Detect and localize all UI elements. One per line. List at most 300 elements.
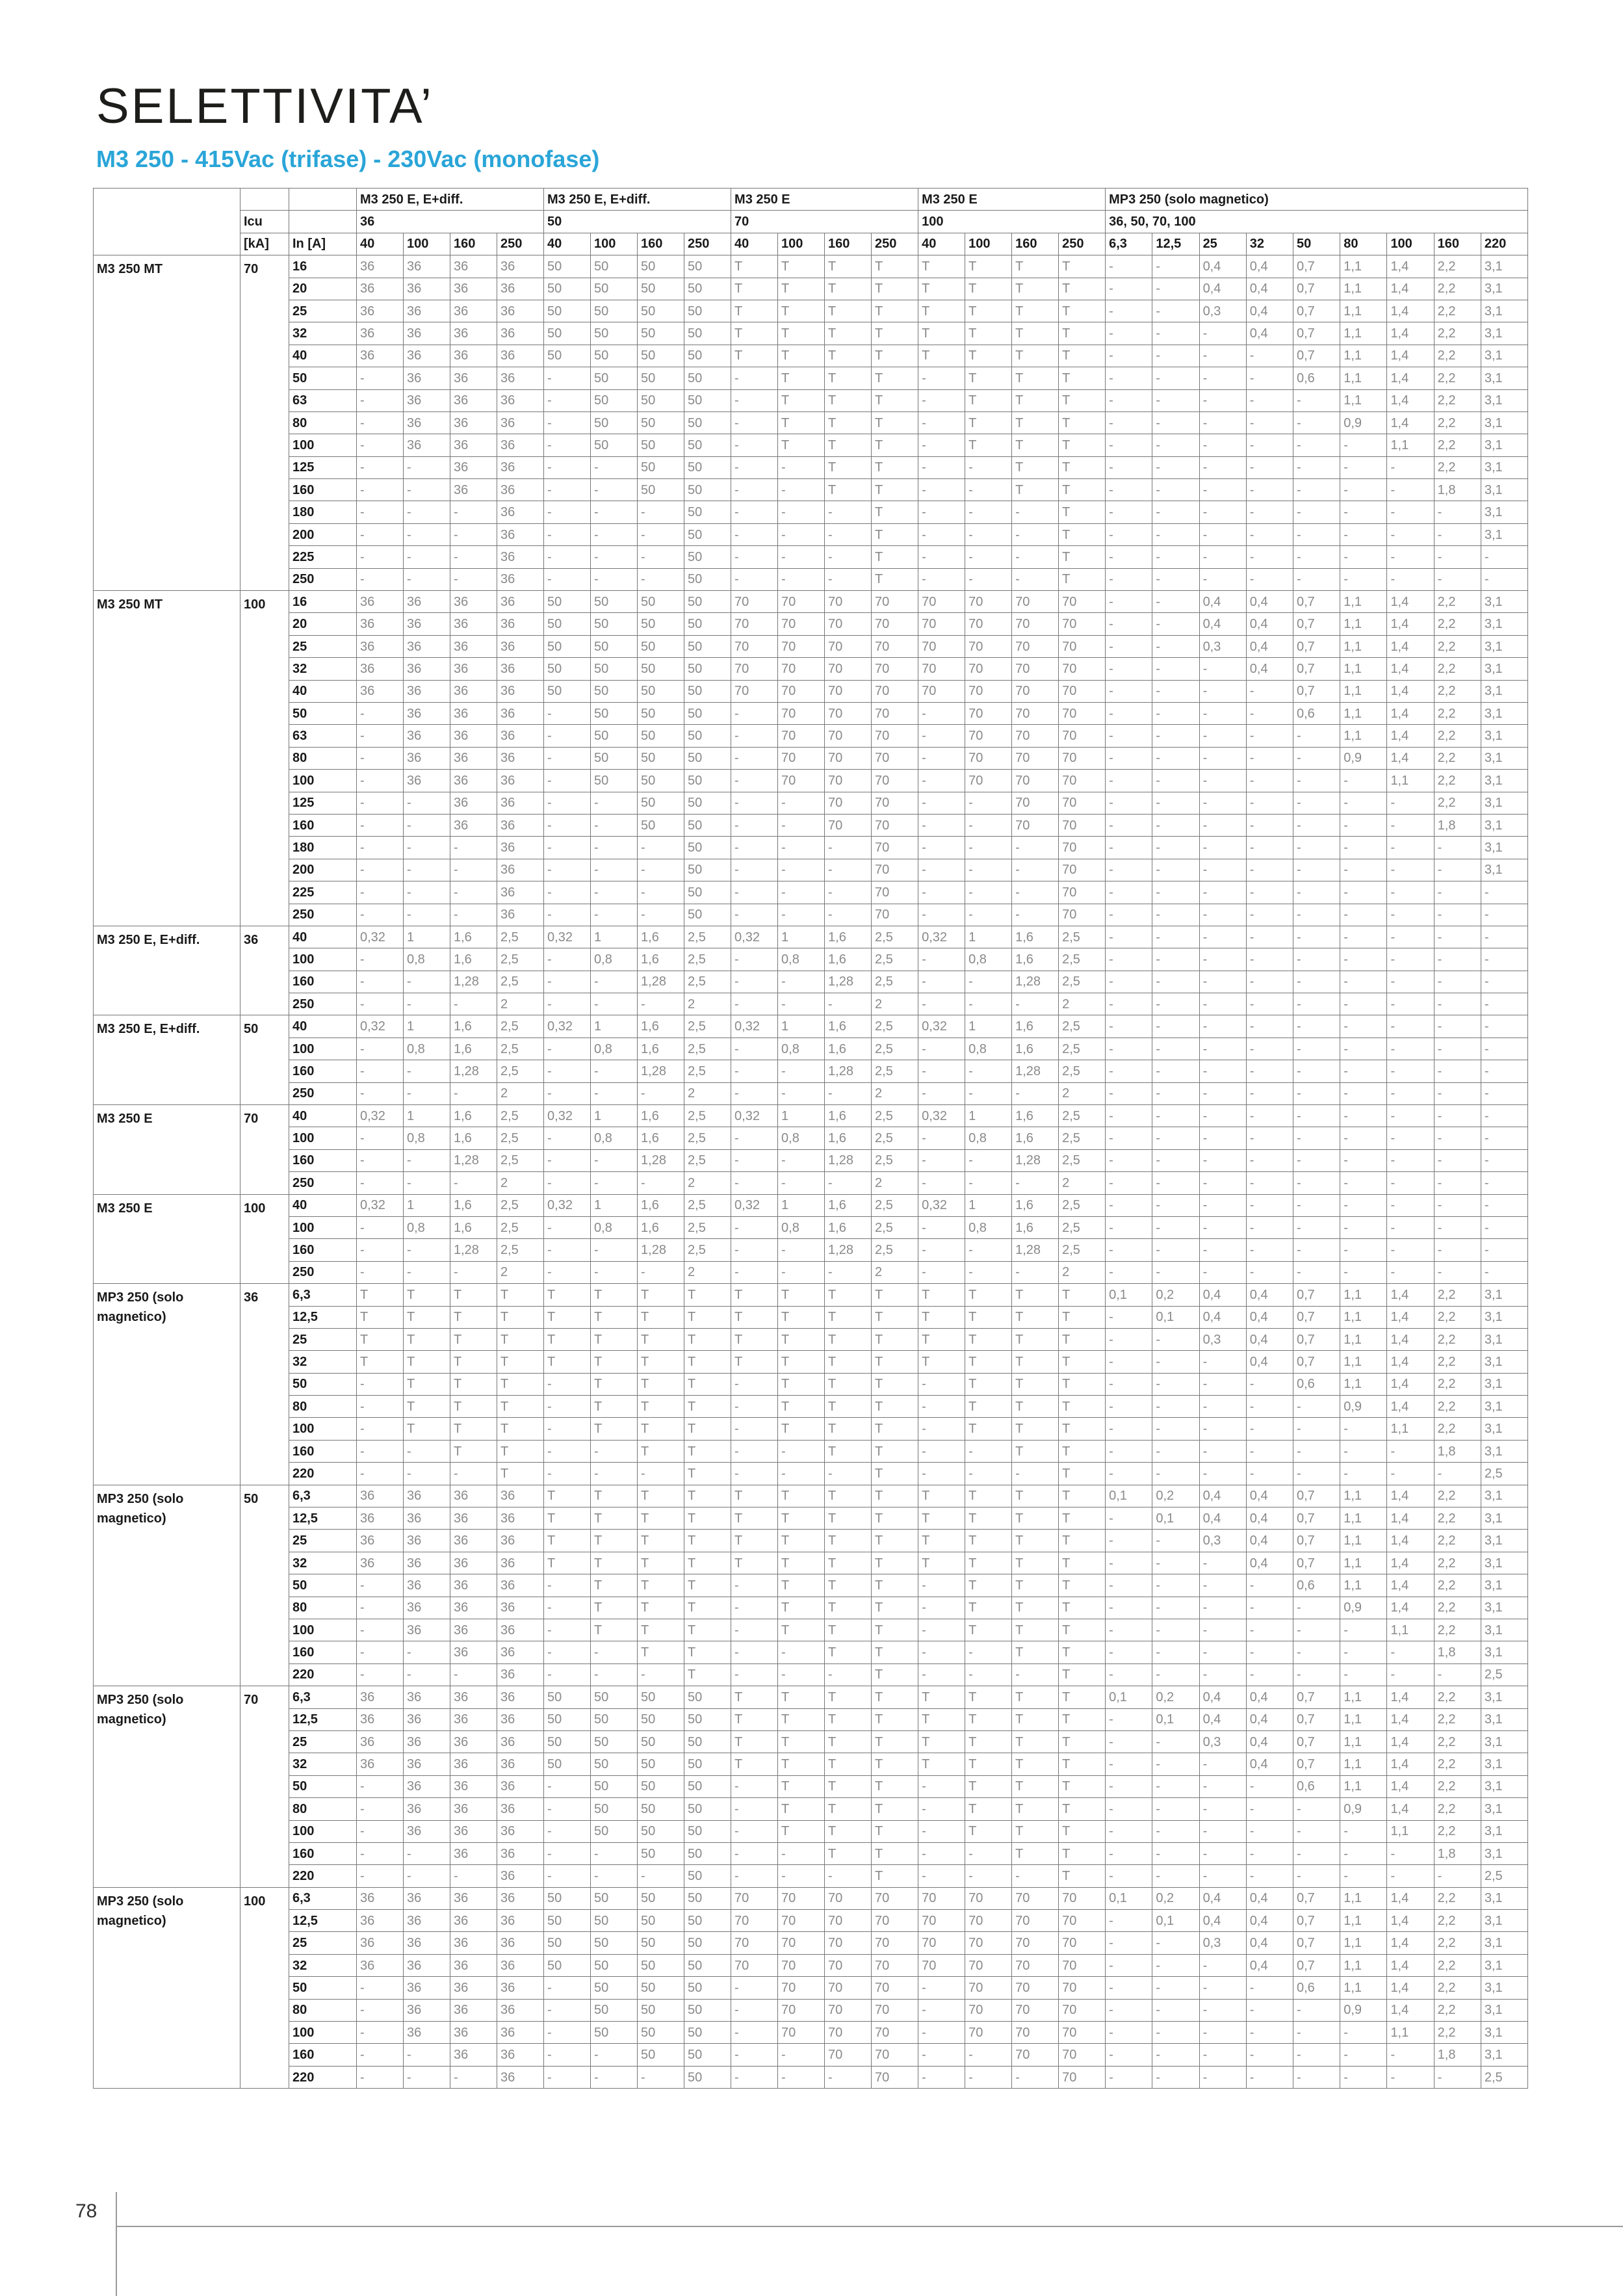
- table-row: [94, 1641, 1528, 1663]
- selectivity-value: -: [638, 546, 684, 568]
- rated-current: 220: [289, 1663, 357, 1686]
- header-row-icu: [94, 211, 1528, 233]
- selectivity-value: 3,1: [1481, 1977, 1527, 1999]
- selectivity-value: 50: [684, 300, 731, 322]
- selectivity-value: 36: [404, 1932, 450, 1954]
- table-row: [94, 2022, 1528, 2044]
- selectivity-value: 1: [591, 1105, 638, 1127]
- selectivity-value: T: [1059, 1686, 1106, 1708]
- selectivity-value: -: [591, 1060, 638, 1082]
- selectivity-value: -: [1293, 859, 1340, 881]
- selectivity-value: T: [731, 1708, 778, 1730]
- selectivity-value: 1,6: [450, 1037, 497, 1060]
- selectivity-value: -: [1012, 2066, 1059, 2088]
- selectivity-value: T: [404, 1328, 450, 1350]
- selectivity-value: 2,2: [1434, 1328, 1481, 1350]
- table-row: [94, 747, 1528, 769]
- selectivity-value: 0,4: [1246, 1910, 1293, 1932]
- selectivity-value: T: [872, 1753, 918, 1775]
- selectivity-value: -: [450, 859, 497, 881]
- selectivity-value: -: [825, 904, 872, 926]
- selectivity-value: T: [872, 255, 918, 278]
- selectivity-value: 2: [1059, 1261, 1106, 1283]
- selectivity-value: 1,1: [1340, 1306, 1387, 1328]
- selectivity-value: 2: [497, 993, 544, 1015]
- selectivity-value: -: [1199, 1373, 1246, 1395]
- selectivity-value: -: [544, 568, 591, 590]
- selectivity-value: T: [638, 1396, 684, 1418]
- selectivity-value: 1,28: [638, 1239, 684, 1261]
- selectivity-value: 36: [497, 792, 544, 814]
- selectivity-value: -: [1106, 1954, 1152, 1976]
- selectivity-value: 0,7: [1293, 345, 1340, 367]
- selectivity-value: -: [1340, 1463, 1387, 1485]
- selectivity-value: 0,8: [965, 1216, 1012, 1238]
- selectivity-value: 1,1: [1340, 1485, 1387, 1507]
- selectivity-value: 70: [965, 613, 1012, 635]
- selectivity-value: 1,4: [1387, 1328, 1434, 1350]
- selectivity-value: 36: [450, 1507, 497, 1530]
- table-row: [94, 1574, 1528, 1597]
- selectivity-value: T: [918, 1753, 965, 1775]
- selectivity-value: 1,1: [1340, 591, 1387, 613]
- selectivity-value: 36: [497, 1530, 544, 1552]
- selectivity-value: -: [778, 792, 825, 814]
- selectivity-value: 2,5: [1059, 1149, 1106, 1171]
- selectivity-value: 0,7: [1293, 635, 1340, 657]
- selectivity-value: T: [544, 1306, 591, 1328]
- selectivity-value: -: [1106, 1663, 1152, 1686]
- selectivity-value: 2,2: [1434, 1530, 1481, 1552]
- selectivity-value: -: [1106, 523, 1152, 545]
- selectivity-value: 36: [497, 411, 544, 434]
- rated-current: 180: [289, 837, 357, 859]
- selectivity-value: -: [357, 1463, 404, 1485]
- selectivity-value: T: [1012, 1730, 1059, 1753]
- selectivity-value: -: [1387, 1842, 1434, 1864]
- selectivity-value: -: [1199, 1261, 1246, 1283]
- selectivity-value: 50: [638, 1686, 684, 1708]
- header-column: 160: [1434, 233, 1481, 255]
- upstream-model: M3 250 MT: [94, 255, 240, 591]
- selectivity-value: 0,9: [1340, 1798, 1387, 1820]
- selectivity-value: T: [404, 1418, 450, 1440]
- selectivity-value: T: [872, 456, 918, 478]
- selectivity-value: -: [825, 1172, 872, 1194]
- selectivity-value: T: [965, 1753, 1012, 1775]
- selectivity-value: -: [1340, 993, 1387, 1015]
- table-row: [94, 792, 1528, 814]
- selectivity-value: 36: [450, 2022, 497, 2044]
- selectivity-value: -: [778, 523, 825, 545]
- rated-current: 25: [289, 1730, 357, 1753]
- selectivity-value: 3,1: [1481, 1619, 1527, 1641]
- selectivity-value: T: [638, 1328, 684, 1350]
- selectivity-value: 36: [497, 1641, 544, 1663]
- rated-current: 160: [289, 971, 357, 993]
- selectivity-value: -: [825, 523, 872, 545]
- selectivity-value: 0,4: [1199, 1306, 1246, 1328]
- selectivity-value: 36: [497, 1708, 544, 1730]
- selectivity-value: -: [1152, 1418, 1199, 1440]
- selectivity-value: 1,4: [1387, 635, 1434, 657]
- selectivity-value: 1,4: [1387, 1686, 1434, 1708]
- selectivity-value: -: [731, 1663, 778, 1686]
- selectivity-value: -: [1340, 881, 1387, 904]
- selectivity-value: 70: [965, 702, 1012, 724]
- selectivity-value: 0,3: [1199, 1530, 1246, 1552]
- selectivity-value: 36: [404, 613, 450, 635]
- selectivity-value: -: [1152, 792, 1199, 814]
- selectivity-value: 36: [404, 1820, 450, 1842]
- selectivity-value: -: [731, 568, 778, 590]
- selectivity-value: 50: [684, 434, 731, 456]
- selectivity-value: 0,4: [1246, 1284, 1293, 1306]
- selectivity-value: 36: [497, 1865, 544, 1887]
- selectivity-value: -: [1340, 770, 1387, 792]
- selectivity-value: -: [1199, 501, 1246, 523]
- selectivity-value: -: [965, 546, 1012, 568]
- selectivity-value: -: [1340, 1820, 1387, 1842]
- selectivity-value: 50: [638, 2044, 684, 2066]
- selectivity-value: 2,5: [497, 948, 544, 971]
- selectivity-value: -: [1152, 1239, 1199, 1261]
- selectivity-value: -: [638, 881, 684, 904]
- table-row: [94, 1261, 1528, 1283]
- selectivity-value: -: [1152, 971, 1199, 993]
- selectivity-value: 70: [778, 591, 825, 613]
- selectivity-value: 50: [591, 1887, 638, 1909]
- selectivity-value: -: [731, 367, 778, 389]
- selectivity-value: 2: [872, 1082, 918, 1104]
- selectivity-value: T: [357, 1328, 404, 1350]
- selectivity-value: 70: [731, 680, 778, 702]
- selectivity-value: -: [1293, 792, 1340, 814]
- selectivity-value: -: [1199, 1172, 1246, 1194]
- table-row: [94, 255, 1528, 278]
- selectivity-value: 50: [684, 904, 731, 926]
- selectivity-value: -: [918, 1574, 965, 1597]
- selectivity-value: -: [1293, 1396, 1340, 1418]
- selectivity-value: 2,2: [1434, 1619, 1481, 1641]
- selectivity-value: -: [357, 1619, 404, 1641]
- selectivity-value: 1,1: [1340, 1328, 1387, 1350]
- selectivity-value: 70: [872, 1887, 918, 1909]
- selectivity-value: -: [1246, 1440, 1293, 1462]
- selectivity-value: 0,2: [1152, 1284, 1199, 1306]
- selectivity-value: -: [1387, 568, 1434, 590]
- selectivity-value: 1,1: [1387, 434, 1434, 456]
- selectivity-value: T: [872, 1530, 918, 1552]
- selectivity-value: 36: [404, 1999, 450, 2021]
- rated-current: 125: [289, 456, 357, 478]
- table-row: [94, 2044, 1528, 2066]
- selectivity-value: -: [1340, 1261, 1387, 1283]
- selectivity-value: 70: [872, 770, 918, 792]
- selectivity-value: -: [1246, 770, 1293, 792]
- selectivity-value: -: [731, 2044, 778, 2066]
- selectivity-value: 2,2: [1434, 1574, 1481, 1597]
- selectivity-value: 0,4: [1199, 1485, 1246, 1507]
- selectivity-value: -: [638, 904, 684, 926]
- selectivity-value: 3,1: [1481, 1887, 1527, 1909]
- selectivity-value: -: [778, 1149, 825, 1171]
- selectivity-value: -: [1199, 725, 1246, 747]
- selectivity-value: -: [731, 1149, 778, 1171]
- selectivity-value: 50: [591, 255, 638, 278]
- selectivity-value: 36: [404, 1507, 450, 1530]
- selectivity-value: 2,5: [684, 1037, 731, 1060]
- selectivity-value: 50: [591, 1775, 638, 1797]
- rated-current: 25: [289, 1932, 357, 1954]
- selectivity-value: -: [731, 770, 778, 792]
- selectivity-value: -: [918, 1172, 965, 1194]
- selectivity-value: -: [1246, 568, 1293, 590]
- selectivity-value: -: [1387, 993, 1434, 1015]
- selectivity-value: -: [544, 971, 591, 993]
- selectivity-value: -: [1340, 1641, 1387, 1663]
- selectivity-value: T: [544, 1552, 591, 1574]
- selectivity-value: 2,5: [1059, 1015, 1106, 1037]
- selectivity-value: -: [591, 1440, 638, 1462]
- selectivity-value: -: [357, 479, 404, 501]
- selectivity-value: -: [1106, 792, 1152, 814]
- selectivity-value: -: [1434, 1239, 1481, 1261]
- selectivity-value: -: [1152, 2066, 1199, 2088]
- rated-current: 220: [289, 2066, 357, 2088]
- selectivity-value: 3,1: [1481, 2044, 1527, 2066]
- selectivity-value: 1,6: [638, 1037, 684, 1060]
- selectivity-value: -: [357, 1418, 404, 1440]
- rated-current: 6,3: [289, 1485, 357, 1507]
- table-row: [94, 1060, 1528, 1082]
- header-icu-label: Icu: [240, 211, 289, 233]
- selectivity-value: 1,1: [1340, 1552, 1387, 1574]
- rated-current: 100: [289, 1619, 357, 1641]
- selectivity-value: T: [872, 300, 918, 322]
- selectivity-value: -: [1481, 546, 1527, 568]
- selectivity-value: 50: [544, 1954, 591, 1976]
- selectivity-value: 36: [450, 591, 497, 613]
- selectivity-value: -: [1152, 1060, 1199, 1082]
- selectivity-value: -: [450, 1663, 497, 1686]
- selectivity-value: -: [450, 2066, 497, 2088]
- rated-current: 220: [289, 1463, 357, 1485]
- selectivity-value: 50: [591, 411, 638, 434]
- selectivity-value: 3,1: [1481, 658, 1527, 680]
- selectivity-value: 2: [684, 1172, 731, 1194]
- selectivity-value: -: [1293, 881, 1340, 904]
- selectivity-value: 0,2: [1152, 1686, 1199, 1708]
- selectivity-value: 0,7: [1293, 1887, 1340, 1909]
- selectivity-value: T: [965, 1507, 1012, 1530]
- selectivity-value: 50: [684, 747, 731, 769]
- selectivity-value: T: [918, 255, 965, 278]
- header-in-label: In [A]: [289, 233, 357, 255]
- selectivity-value: 3,1: [1481, 1842, 1527, 1864]
- selectivity-value: 1,1: [1340, 255, 1387, 278]
- selectivity-value: 50: [638, 702, 684, 724]
- selectivity-value: 2,2: [1434, 1418, 1481, 1440]
- selectivity-value: 2,2: [1434, 367, 1481, 389]
- selectivity-value: 1,6: [825, 1015, 872, 1037]
- selectivity-value: -: [1481, 1015, 1527, 1037]
- selectivity-value: -: [1106, 814, 1152, 836]
- selectivity-value: -: [1199, 1127, 1246, 1149]
- selectivity-value: 2,5: [497, 1216, 544, 1238]
- selectivity-value: 2,5: [872, 1149, 918, 1171]
- selectivity-value: 2,2: [1434, 1552, 1481, 1574]
- selectivity-value: -: [1152, 1597, 1199, 1619]
- selectivity-value: -: [1152, 345, 1199, 367]
- selectivity-value: -: [450, 523, 497, 545]
- selectivity-value: T: [825, 1641, 872, 1663]
- selectivity-value: 2,5: [872, 1216, 918, 1238]
- selectivity-value: -: [1293, 1239, 1340, 1261]
- table-row: [94, 1663, 1528, 1686]
- selectivity-value: T: [825, 1284, 872, 1306]
- selectivity-value: -: [1199, 792, 1246, 814]
- rated-current: 20: [289, 613, 357, 635]
- selectivity-value: -: [357, 546, 404, 568]
- selectivity-value: 36: [404, 278, 450, 300]
- selectivity-value: 50: [684, 278, 731, 300]
- selectivity-value: -: [1199, 747, 1246, 769]
- upstream-icu: 100: [240, 1887, 289, 2089]
- selectivity-value: 2,5: [497, 1194, 544, 1216]
- selectivity-value: -: [1246, 1463, 1293, 1485]
- table-row: [94, 1373, 1528, 1395]
- selectivity-value: -: [1152, 456, 1199, 478]
- selectivity-value: 1,6: [825, 1105, 872, 1127]
- rated-current: 100: [289, 434, 357, 456]
- selectivity-value: T: [965, 1597, 1012, 1619]
- selectivity-value: 36: [404, 658, 450, 680]
- selectivity-value: 0,6: [1293, 367, 1340, 389]
- selectivity-value: T: [1012, 1507, 1059, 1530]
- selectivity-value: T: [357, 1284, 404, 1306]
- selectivity-value: -: [544, 837, 591, 859]
- table-row: [94, 546, 1528, 568]
- selectivity-value: -: [544, 1082, 591, 1104]
- selectivity-value: -: [1199, 1239, 1246, 1261]
- selectivity-value: 3,1: [1481, 1351, 1527, 1373]
- selectivity-value: T: [731, 1753, 778, 1775]
- selectivity-value: T: [778, 389, 825, 411]
- selectivity-value: -: [1012, 1082, 1059, 1104]
- selectivity-value: -: [778, 1865, 825, 1887]
- selectivity-value: -: [1246, 546, 1293, 568]
- selectivity-value: -: [1246, 792, 1293, 814]
- selectivity-value: -: [1340, 479, 1387, 501]
- selectivity-value: 70: [872, 680, 918, 702]
- selectivity-value: 36: [497, 1619, 544, 1641]
- selectivity-value: -: [1340, 456, 1387, 478]
- selectivity-value: -: [1246, 1999, 1293, 2021]
- selectivity-value: -: [1434, 1172, 1481, 1194]
- selectivity-value: 2,2: [1434, 792, 1481, 814]
- header-column: 80: [1340, 233, 1387, 255]
- rated-current: 80: [289, 1396, 357, 1418]
- selectivity-value: 70: [1059, 1910, 1106, 1932]
- selectivity-value: -: [1106, 1306, 1152, 1328]
- selectivity-value: -: [591, 792, 638, 814]
- selectivity-value: -: [1106, 904, 1152, 926]
- selectivity-value: -: [1481, 1037, 1527, 1060]
- selectivity-value: T: [825, 1373, 872, 1395]
- selectivity-value: -: [1106, 613, 1152, 635]
- selectivity-value: T: [825, 1798, 872, 1820]
- selectivity-value: -: [965, 1149, 1012, 1171]
- selectivity-value: 2,5: [684, 971, 731, 993]
- selectivity-value: -: [544, 702, 591, 724]
- selectivity-value: 0,7: [1293, 1910, 1340, 1932]
- selectivity-value: 0,7: [1293, 613, 1340, 635]
- selectivity-value: 36: [357, 613, 404, 635]
- selectivity-value: 0,4: [1246, 1328, 1293, 1350]
- table-row: [94, 523, 1528, 545]
- selectivity-value: 36: [357, 591, 404, 613]
- selectivity-value: 1,1: [1340, 367, 1387, 389]
- selectivity-value: 0,32: [731, 1015, 778, 1037]
- selectivity-value: -: [404, 479, 450, 501]
- selectivity-value: -: [825, 546, 872, 568]
- selectivity-value: T: [965, 1418, 1012, 1440]
- selectivity-value: T: [1059, 367, 1106, 389]
- selectivity-value: -: [357, 1172, 404, 1194]
- header-empty: [289, 189, 357, 211]
- selectivity-value: -: [918, 1060, 965, 1082]
- selectivity-value: 2,5: [872, 1105, 918, 1127]
- selectivity-value: 70: [872, 1977, 918, 1999]
- selectivity-value: 36: [497, 837, 544, 859]
- selectivity-value: 50: [591, 434, 638, 456]
- selectivity-value: T: [918, 1306, 965, 1328]
- selectivity-value: -: [1434, 904, 1481, 926]
- selectivity-value: 36: [404, 747, 450, 769]
- selectivity-value: 1,6: [450, 1127, 497, 1149]
- rated-current: 16: [289, 591, 357, 613]
- selectivity-value: T: [778, 345, 825, 367]
- selectivity-value: -: [591, 1261, 638, 1283]
- selectivity-value: -: [1434, 926, 1481, 948]
- selectivity-value: 36: [450, 1641, 497, 1663]
- selectivity-value: 36: [404, 1977, 450, 1999]
- selectivity-value: 70: [1059, 1977, 1106, 1999]
- selectivity-value: -: [404, 904, 450, 926]
- selectivity-value: -: [1152, 411, 1199, 434]
- selectivity-value: -: [357, 1373, 404, 1395]
- selectivity-value: -: [1246, 1619, 1293, 1641]
- selectivity-value: T: [1012, 1418, 1059, 1440]
- selectivity-value: 3,1: [1481, 1999, 1527, 2021]
- selectivity-value: T: [872, 322, 918, 345]
- selectivity-value: 36: [450, 1753, 497, 1775]
- selectivity-value: 3,1: [1481, 770, 1527, 792]
- selectivity-value: -: [450, 1865, 497, 1887]
- selectivity-value: 2,2: [1434, 411, 1481, 434]
- selectivity-value: 36: [357, 345, 404, 367]
- selectivity-value: 0,7: [1293, 1954, 1340, 1976]
- selectivity-value: 0,8: [591, 1127, 638, 1149]
- selectivity-value: 3,1: [1481, 1306, 1527, 1328]
- selectivity-value: 36: [404, 322, 450, 345]
- selectivity-value: T: [872, 1663, 918, 1686]
- selectivity-value: T: [825, 1753, 872, 1775]
- selectivity-value: -: [1293, 568, 1340, 590]
- selectivity-value: T: [918, 1530, 965, 1552]
- selectivity-value: 36: [450, 770, 497, 792]
